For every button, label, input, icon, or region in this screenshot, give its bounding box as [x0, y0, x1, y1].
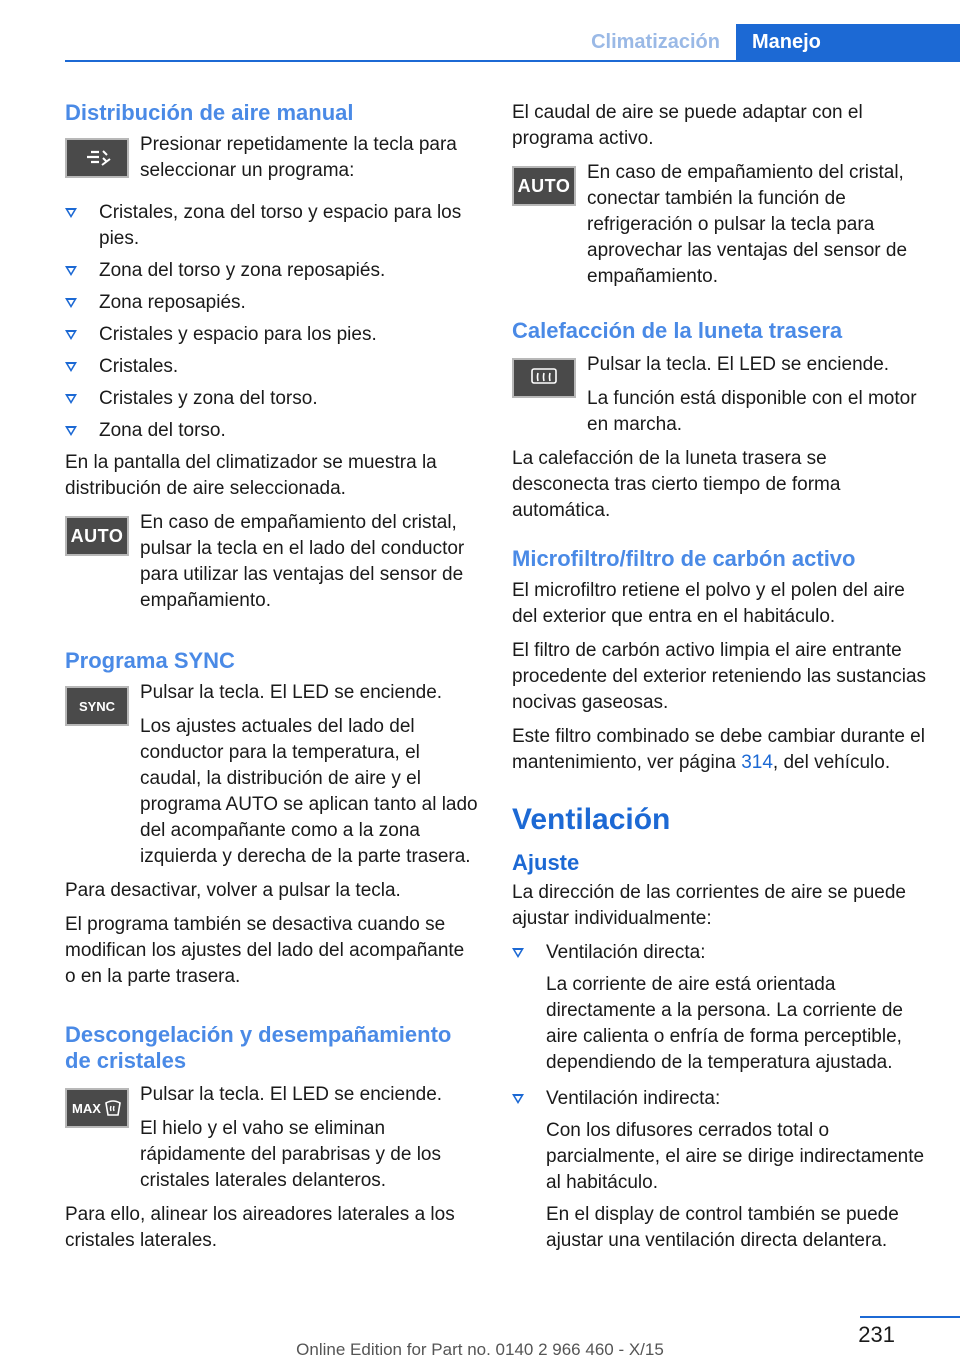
heading-microfilter: Microfiltro/filtro de carbón activo	[512, 546, 856, 571]
triangle-bullet-icon	[65, 298, 77, 308]
page-number: 231	[858, 1322, 895, 1347]
triangle-bullet-icon	[65, 208, 77, 218]
max-defrost-key-icon: MAX	[65, 1088, 129, 1128]
air-distribution-text: Presionar repetidamente la tecla para seleccionar un programa:	[140, 134, 457, 181]
right-column	[512, 100, 927, 1260]
list-item: Cristales y espacio para los pies.	[65, 322, 480, 348]
defrost-text-1: Pulsar la tecla. El LED se enciende.	[140, 1084, 443, 1105]
left-column	[65, 100, 480, 1262]
chapter-tab[interactable]: Manejo	[736, 24, 960, 60]
windshield-defrost-icon	[104, 1099, 122, 1117]
triangle-bullet-icon	[512, 948, 524, 958]
display-note: En la pantalla del climatizador se muestra la distribución de aire seleccionada.	[65, 452, 437, 499]
microfilter-text-3: Este filtro combinado se debe cambiar durante el mantenimiento, ver página 314, del vehículo.	[512, 726, 925, 773]
sync-text-3: Para desactivar, volver a pulsar la tecla.	[65, 880, 401, 901]
sync-key-icon: SYNC	[65, 686, 129, 726]
rear-heat-text-3: La calefacción de la luneta trasera se desconecta tras cierto tiempo de forma automática.	[512, 448, 841, 521]
sync-text-1: Pulsar la tecla. El LED se enciende.	[140, 682, 443, 703]
air-distribution-key-block	[65, 132, 480, 184]
air-distribution-key-icon	[65, 138, 129, 178]
triangle-bullet-icon	[65, 362, 77, 372]
heading-ventilation: Ventilación	[512, 803, 671, 836]
sync-key-block	[65, 680, 480, 870]
max-key-block	[65, 1082, 480, 1194]
auto-key-icon: AUTO	[512, 166, 576, 206]
rear-heat-text-1: Pulsar la tecla. El LED se enciende.	[587, 354, 890, 375]
auto-key-text: En caso de empañamiento del cristal, pulsar la tecla en el lado del conductor para utilizar las ventajas del sensor de empañamiento.	[140, 512, 465, 611]
air-flow-icon	[77, 145, 117, 171]
auto-key-block	[65, 510, 480, 614]
page-link[interactable]: 314	[741, 752, 773, 773]
edition-note: Online Edition for Part no. 0140 2 966 460 - X/15	[296, 1340, 664, 1359]
defrost-text-2: El hielo y el vaho se eliminan rápidamente del parabrisas y de los cristales laterales delanteros.	[140, 1118, 442, 1191]
list-item: Zona reposapiés.	[65, 290, 480, 316]
list-item: Ventilación indirecta: Con los difusores cerrados total o parcialmente, el aire se dirige indirectamente al habitáculo. En el display de control también se puede ajustar una ventilación directa delantera.	[512, 1086, 927, 1254]
auto-key-block-right	[512, 160, 927, 290]
auto-key-icon: AUTO	[65, 516, 129, 556]
list-item: Zona del torso.	[65, 418, 480, 444]
list-item: Zona del torso y zona reposapiés.	[65, 258, 480, 284]
triangle-bullet-icon	[65, 426, 77, 436]
footer-rule	[860, 1316, 960, 1318]
rear-defrost-icon	[527, 366, 561, 390]
defrost-text-3: Para ello, alinear los aireadores laterales a los cristales laterales.	[65, 1204, 455, 1251]
rear-window-heating-key-icon	[512, 358, 576, 398]
triangle-bullet-icon	[65, 330, 77, 340]
adjustment-text: La dirección de las corrientes de aire se puede ajustar individualmente:	[512, 882, 906, 929]
rear-heat-key-block	[512, 352, 927, 438]
microfilter-text-2: El filtro de carbón activo limpia el aire entrante procedente del exterior reteniendo las sustancias nocivas gaseosas.	[512, 640, 927, 713]
auto-key-text: En caso de empañamiento del cristal, conectar también la función de refrigeración o pulsar la tecla para aprovechar las ventajas del sensor de empañamiento.	[587, 162, 908, 287]
list-item: Cristales, zona del torso y espacio para los pies.	[65, 200, 480, 252]
list-item: Cristales.	[65, 354, 480, 380]
heading-rear-window-heating: Calefacción de la luneta trasera	[512, 318, 843, 343]
microfilter-text-1: El microfiltro retiene el polvo y el polen del aire del exterior que entra en el habitáculo.	[512, 580, 905, 627]
rear-heat-text-2: La función está disponible con el motor en marcha.	[587, 388, 917, 435]
heading-defrost: Descongelación y desempañamiento de cristales	[65, 1022, 452, 1073]
triangle-bullet-icon	[512, 1094, 524, 1104]
page-header	[0, 0, 960, 70]
section-tab[interactable]: Climatización	[591, 31, 720, 53]
list-item: Cristales y zona del torso.	[65, 386, 480, 412]
triangle-bullet-icon	[65, 266, 77, 276]
header-rule	[65, 60, 960, 62]
sync-text-2: Los ajustes actuales del lado del conductor para la temperatura, el caudal, la distribución de aire y el programa AUTO se aplican tanto al lado del acompañante como a la zona izquierda y derecha de la parte trasera.	[140, 716, 478, 867]
page-footer	[0, 1316, 960, 1362]
list-item: Ventilación directa: La corriente de aire está orientada directamente a la persona. La corriente de aire calienta o enfría de forma perceptible, dependiendo de la temperatura ajustada.	[512, 940, 927, 1076]
heading-adjustment: Ajuste	[512, 850, 580, 875]
air-program-list	[65, 200, 480, 444]
ventilation-list	[512, 940, 927, 1254]
heading-manual-air-distribution: Distribución de aire manual	[65, 100, 354, 125]
triangle-bullet-icon	[65, 394, 77, 404]
sync-text-4: El programa también se desactiva cuando se modifican los ajustes del lado del acompañante o en la parte trasera.	[65, 914, 465, 987]
heading-sync-program: Programa SYNC	[65, 648, 235, 673]
airflow-note: El caudal de aire se puede adaptar con el programa activo.	[512, 102, 863, 149]
